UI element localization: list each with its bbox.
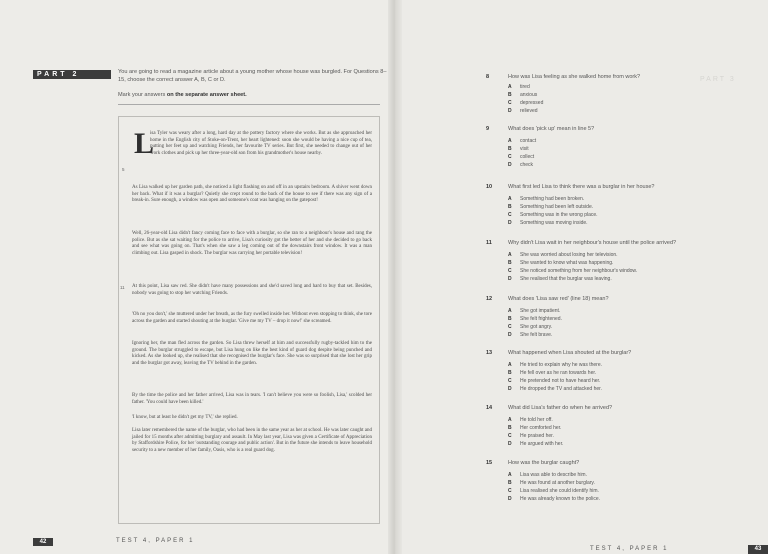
answer-option: A He tried to explain why he was there. xyxy=(508,362,602,368)
answer-option: C Something was in the wrong place. xyxy=(508,212,598,218)
answer-option: D Something was moving inside. xyxy=(508,220,588,226)
article-paragraph-8: 'I know, but at least he didn't get my TV,' she replied. xyxy=(132,415,238,420)
article-paragraph-9: Lisa later remembered the name of the burglar, who had been in the same year as her at school. He was later caught and jailed for 15 months after admitting burglary and assault. In May last year, Lisa was given a Certificate of Appreciation by Staffordshire Police, for her 'outstanding courage and public action'. But in the future she intends to leave household security to a new member of her family, Oasis, who is a real guard dog. xyxy=(132,428,372,453)
question-number: 9 xyxy=(486,126,490,132)
show-through-text: PART 3 xyxy=(700,76,736,83)
question-number: 10 xyxy=(486,184,493,190)
answer-option: C Lisa realised she could identify him. xyxy=(508,488,599,494)
question-number: 13 xyxy=(486,350,493,356)
article-paragraph-3: Well, 26-year-old Lisa didn't fancy coming face to face with a burglar, so she ran to a neighbour's house and rang the police. But as she sat waiting for the police to arrive, Lisa's curiosity got the better of her and she decided to go back and see what was going on. That's when she saw a leg coming out of the downstairs front window. It was a man climbing out. Lisa gasped in shock. The burglar was carrying her portable television! xyxy=(132,231,372,256)
question-number: 8 xyxy=(486,74,490,80)
answer-option: B She wanted to know what was happening. xyxy=(508,260,614,266)
mark-note-bold: on the separate answer sheet. xyxy=(166,92,247,98)
answer-option: B He was found at another burglary. xyxy=(508,480,595,486)
answer-option: C He pretended not to have heard her. xyxy=(508,378,601,384)
answer-option: D He dropped the TV and attacked her. xyxy=(508,386,602,392)
article-paragraph-2: As Lisa walked up her garden path, she noticed a light flashing on and off in an upstairs bedroom. A shiver went down her back. What if it was a burglar? Quietly she crept round to the back of the house to see if there was any sign of a break-in. Sure enough, a window was open and someone's coat was hanging on the gatepost! xyxy=(132,185,372,203)
answer-option: C depressed xyxy=(508,100,544,106)
page-number: 42 xyxy=(33,538,53,546)
line-number: 5 xyxy=(122,167,125,172)
article-paragraph-7: By the time the police and her father arrived, Lisa was in tears. 'I can't believe you were so foolish, Lisa,' scolded her father. 'You could have been killed.' xyxy=(132,393,372,405)
question-stem: What did Lisa's father do when he arrived? xyxy=(508,405,613,411)
line-number: 11 xyxy=(120,285,125,290)
question-stem: What happened when Lisa shouted at the burglar? xyxy=(508,350,632,356)
divider xyxy=(118,104,380,105)
question-number: 12 xyxy=(486,296,493,302)
answer-option: C collect xyxy=(508,154,535,160)
article-paragraph-6: Ignoring her, the man fled across the garden. So Lisa threw herself at him and successfully rugby-tackled him to the ground. The burglar struggled to escape, but Lisa hung on like the best kind of guard dog despite being punched and kicked. As she looked up, she realised that she recognised the burglar's face. She was so surprised that she lost her grip and the burglar got away, leaving the TV behind in the garden. xyxy=(132,341,372,366)
article-paragraph-5: 'Oh no you don't,' she muttered under her breath, as the fury swelled inside her. Without even stopping to think, she tore across the garden and started shouting at the burglar. 'Give me my TV – drop it now!' she screamed. xyxy=(132,312,372,324)
article-paragraph-4: At this point, Lisa saw red. She didn't have many possessions and she'd saved long and hard to buy that set. Besides, nobody was going to stop her watching Friends. xyxy=(132,284,372,296)
answer-option: C She noticed something from her neighbour's window. xyxy=(508,268,638,274)
mark-note-prefix: Mark your answers xyxy=(118,92,166,98)
question-number: 15 xyxy=(486,460,493,466)
question-stem: What first led Lisa to think there was a burglar in her house? xyxy=(508,184,655,190)
answer-option: B anxious xyxy=(508,92,538,98)
answer-option: D check xyxy=(508,162,534,168)
article-paragraph-1: isa Tyler was weary after a long, hard day at the pottery factory where she works. But as she approached her home in the English city of Stoke-on-Trent, her heart lightened: soon she would be having a nice cup of tea, putting her feet up and watching Friends, her favourite TV series. But first, she needed to change out of her work clothes and pick up her three-year-old son from his grandmother's house nearby. xyxy=(150,131,372,156)
answer-option: A contact xyxy=(508,138,537,144)
page-number: 43 xyxy=(748,545,768,554)
question-stem: What does 'Lisa saw red' (line 18) mean? xyxy=(508,296,609,302)
page-footer: TEST 4, PAPER 1 xyxy=(590,546,669,552)
answer-option: C He praised her. xyxy=(508,433,554,439)
question-stem: How was the burglar caught? xyxy=(508,460,580,466)
answer-option: A She was worried about losing her television. xyxy=(508,252,618,258)
question-stem: Why didn't Lisa wait in her neighbour's house until the police arrived? xyxy=(508,240,677,246)
answer-option: A She got impatient. xyxy=(508,308,561,314)
answer-option: B He fell over as he ran towards her. xyxy=(508,370,597,376)
drop-cap: L xyxy=(134,127,155,160)
answer-option: D He argued with her. xyxy=(508,441,564,447)
answer-option: B Something had been left outside. xyxy=(508,204,594,210)
answer-option: A Lisa was able to describe him. xyxy=(508,472,587,478)
answer-option: B She felt frightened. xyxy=(508,316,562,322)
question-stem: How was Lisa feeling as she walked home from work? xyxy=(508,74,641,80)
answer-option: D relieved xyxy=(508,108,538,114)
answer-option: B visit xyxy=(508,146,529,152)
answer-option: C She got angry. xyxy=(508,324,553,330)
instructions: You are going to read a magazine article about a young mother whose house was burgled. For Questions 8–15, choose the correct answer A, B, C or D. xyxy=(118,69,387,83)
answer-option: D She realised that the burglar was leaving. xyxy=(508,276,612,282)
answer-option: B Her comforted her. xyxy=(508,425,562,431)
part-label: PART 2 xyxy=(33,70,111,79)
answer-option: A Something had been broken. xyxy=(508,196,585,202)
answer-option: D She felt brave. xyxy=(508,332,553,338)
answer-option: A tired xyxy=(508,84,530,90)
question-number: 11 xyxy=(486,240,492,246)
page-footer: TEST 4, PAPER 1 xyxy=(116,538,195,544)
answer-option: A He told her off. xyxy=(508,417,553,423)
question-number: 14 xyxy=(486,405,493,411)
book-gutter xyxy=(388,0,402,554)
question-stem: What does 'pick up' mean in line 5? xyxy=(508,126,595,132)
mark-note xyxy=(118,92,247,98)
answer-option: D He was already known to the police. xyxy=(508,496,601,502)
